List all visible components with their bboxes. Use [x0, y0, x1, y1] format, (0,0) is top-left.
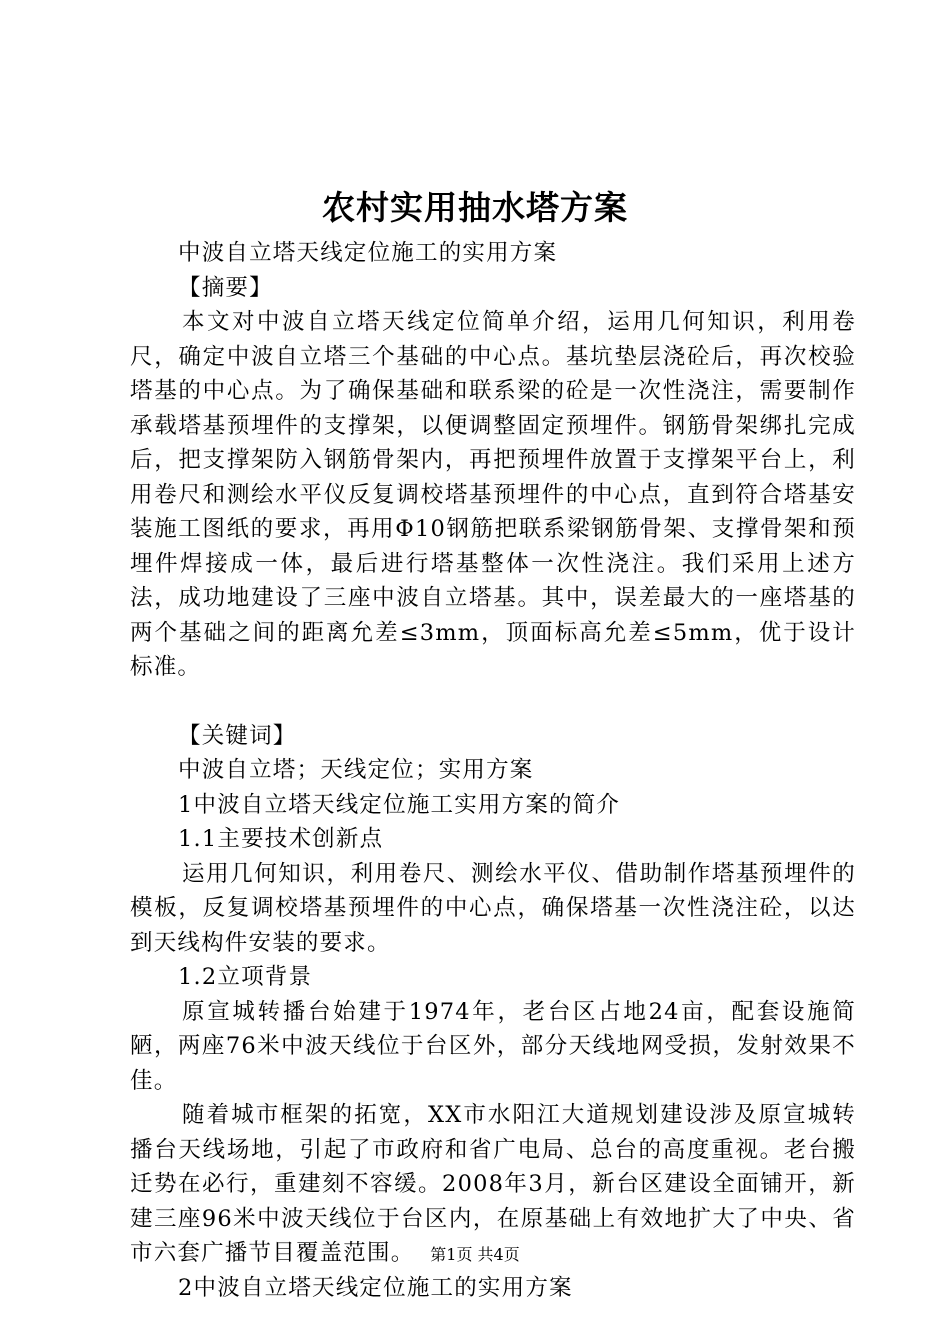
section-2-heading: 2中波自立塔天线定位施工的实用方案: [178, 1274, 573, 1301]
abstract-text: 本文对中波自立塔天线定位简单介绍，运用几何知识，利用卷尺，确定中波自立塔三个基础的中心点。基坑垫层浇砼后，再次校验塔基的中心点。为了确保基础和联系梁的砼是一次性浇注，需要制作承载塔基预埋件的支撑架，以便调整固定预埋件。钢筋骨架绑扎完成后，把支撑架防入钢筋骨架内，再把预埋件放置于支撑架平台上，利用卷尺和测绘水平仪反复调校塔基预埋件的中心点，直到符合塔基安装施工图纸的要求，再用Φ10钢筋把联系梁钢筋骨架、支撑骨架和预埋件焊接成一体，最后进行塔基整体一次性浇注。我们采用上述方法，成功地建设了三座中波自立塔基。其中，误差最大的一座塔基的两个基础之间的距离允差≤3mm，顶面标高允差≤5mm，优于设计标准。: [130, 309, 856, 680]
spacer: [130, 685, 856, 719]
document-title: 农村实用抽水塔方案: [322, 188, 628, 227]
section-1-2-paragraph-2: 随着城市框架的拓宽，XX市水阳江大道规划建设涉及原宣城转播台天线场地，引起了市政府和省广电局、总台的高度重视。老台搬迁势在必行，重建刻不容缓。2008年3月，新台区建设全面铺开，新建三座96米中波天线位于台区内，在原基础上有效地扩大了中央、省市六套广播节目覆盖范围。: [130, 1102, 856, 1266]
section-1-2-paragraph-1: 原宣城转播台始建于1974年，老台区占地24亩，配套设施简陋，两座76米中波天线位于台区外，部分天线地网受损，发射效果不佳。: [130, 998, 856, 1094]
subtitle: 中波自立塔天线定位施工的实用方案: [178, 240, 558, 266]
abstract-heading: 【摘要】: [178, 274, 273, 301]
keywords-heading: 【关键词】: [178, 722, 297, 749]
section-1-heading: 1中波自立塔天线定位施工实用方案的简介: [178, 791, 621, 818]
keywords-text: 中波自立塔；天线定位；实用方案: [178, 757, 534, 783]
document-body: [130, 236, 856, 1305]
section-1-1-heading: 1.1主要技术创新点: [178, 826, 384, 852]
section-1-1-text: 运用几何知识，利用卷尺、测绘水平仪、借助制作塔基预埋件的模板，反复调校塔基预埋件的中心点，确保塔基一次性浇注砼，以达到天线构件安装的要求。: [130, 860, 856, 956]
section-1-2-heading: 1.2立项背景: [178, 964, 313, 990]
page-footer: 第1页 共4页: [430, 1245, 520, 1264]
